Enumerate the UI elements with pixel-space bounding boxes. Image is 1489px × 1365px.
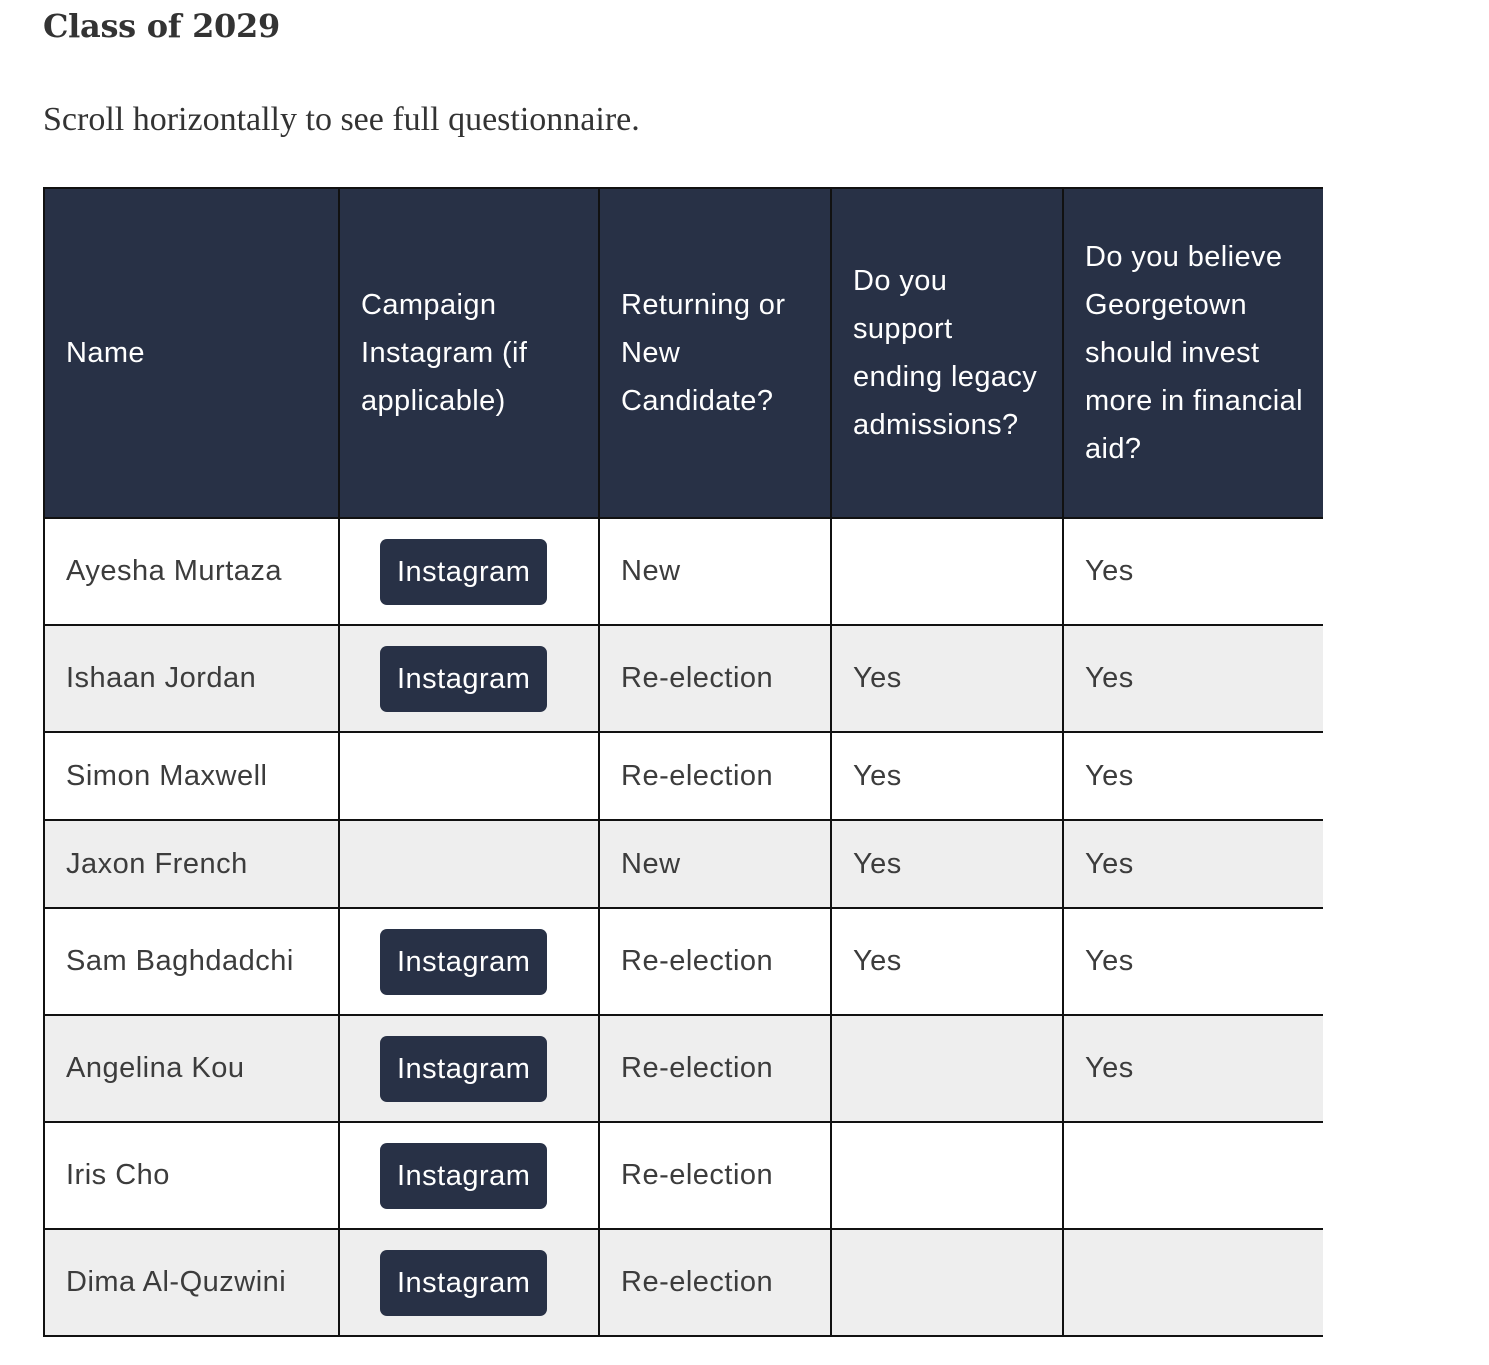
table-row	[44, 625, 1323, 732]
legacy-answer: Yes	[831, 820, 1063, 908]
candidate-status: Re-election	[599, 1229, 831, 1336]
legacy-answer	[831, 518, 1063, 625]
table-row	[44, 820, 1323, 908]
candidate-status: Re-election	[599, 1122, 831, 1229]
candidate-status: Re-election	[599, 908, 831, 1015]
header-legacy: Do you support ending legacy admissions?	[831, 188, 1063, 518]
instagram-cell	[339, 1015, 599, 1122]
financial-aid-answer: Yes	[1063, 1015, 1323, 1122]
instagram-button[interactable]: Instagram	[380, 1143, 547, 1209]
legacy-answer	[831, 1015, 1063, 1122]
legacy-answer: Yes	[831, 625, 1063, 732]
header-financial-aid: Do you believe Georgetown should invest more in financial aid?	[1063, 188, 1323, 518]
table-row	[44, 518, 1323, 625]
questionnaire-table	[43, 187, 1323, 1337]
questionnaire-table-scroller[interactable]	[43, 187, 1323, 1357]
financial-aid-answer: Yes	[1063, 820, 1323, 908]
legacy-answer	[831, 1122, 1063, 1229]
header-instagram: Campaign Instagram (if applicable)	[339, 188, 599, 518]
instagram-cell	[339, 908, 599, 1015]
instagram-cell	[339, 732, 599, 820]
section-title: Class of 2029	[43, 7, 280, 45]
legacy-answer: Yes	[831, 908, 1063, 1015]
candidate-status: Re-election	[599, 1015, 831, 1122]
header-returning: Returning or New Candidate?	[599, 188, 831, 518]
candidate-name: Dima Al-Quzwini	[44, 1229, 339, 1336]
instagram-button[interactable]: Instagram	[380, 1250, 547, 1316]
instagram-cell	[339, 625, 599, 732]
financial-aid-answer: Yes	[1063, 908, 1323, 1015]
candidate-status: Re-election	[599, 732, 831, 820]
legacy-answer: Yes	[831, 732, 1063, 820]
table-row	[44, 908, 1323, 1015]
instagram-cell	[339, 1122, 599, 1229]
table-row	[44, 732, 1323, 820]
candidate-status: New	[599, 518, 831, 625]
candidate-name: Iris Cho	[44, 1122, 339, 1229]
candidate-name: Sam Baghdadchi	[44, 908, 339, 1015]
financial-aid-answer: Yes	[1063, 518, 1323, 625]
header-name: Name	[44, 188, 339, 518]
table-row	[44, 1122, 1323, 1229]
candidate-name: Simon Maxwell	[44, 732, 339, 820]
financial-aid-answer	[1063, 1122, 1323, 1229]
candidate-name: Ishaan Jordan	[44, 625, 339, 732]
financial-aid-answer: Yes	[1063, 732, 1323, 820]
table-row	[44, 1015, 1323, 1122]
instagram-button[interactable]: Instagram	[380, 929, 547, 995]
candidate-status: New	[599, 820, 831, 908]
table-row	[44, 1229, 1323, 1336]
candidate-name: Ayesha Murtaza	[44, 518, 339, 625]
instagram-button[interactable]: Instagram	[380, 539, 547, 605]
table-header-row	[44, 188, 1323, 518]
legacy-answer	[831, 1229, 1063, 1336]
instagram-cell	[339, 820, 599, 908]
financial-aid-answer: Yes	[1063, 625, 1323, 732]
candidate-status: Re-election	[599, 625, 831, 732]
instagram-button[interactable]: Instagram	[380, 1036, 547, 1102]
instagram-cell	[339, 518, 599, 625]
financial-aid-answer	[1063, 1229, 1323, 1336]
scroll-note: Scroll horizontally to see full questionnaire.	[43, 101, 640, 138]
candidate-name: Jaxon French	[44, 820, 339, 908]
instagram-button[interactable]: Instagram	[380, 646, 547, 712]
candidate-name: Angelina Kou	[44, 1015, 339, 1122]
instagram-cell	[339, 1229, 599, 1336]
